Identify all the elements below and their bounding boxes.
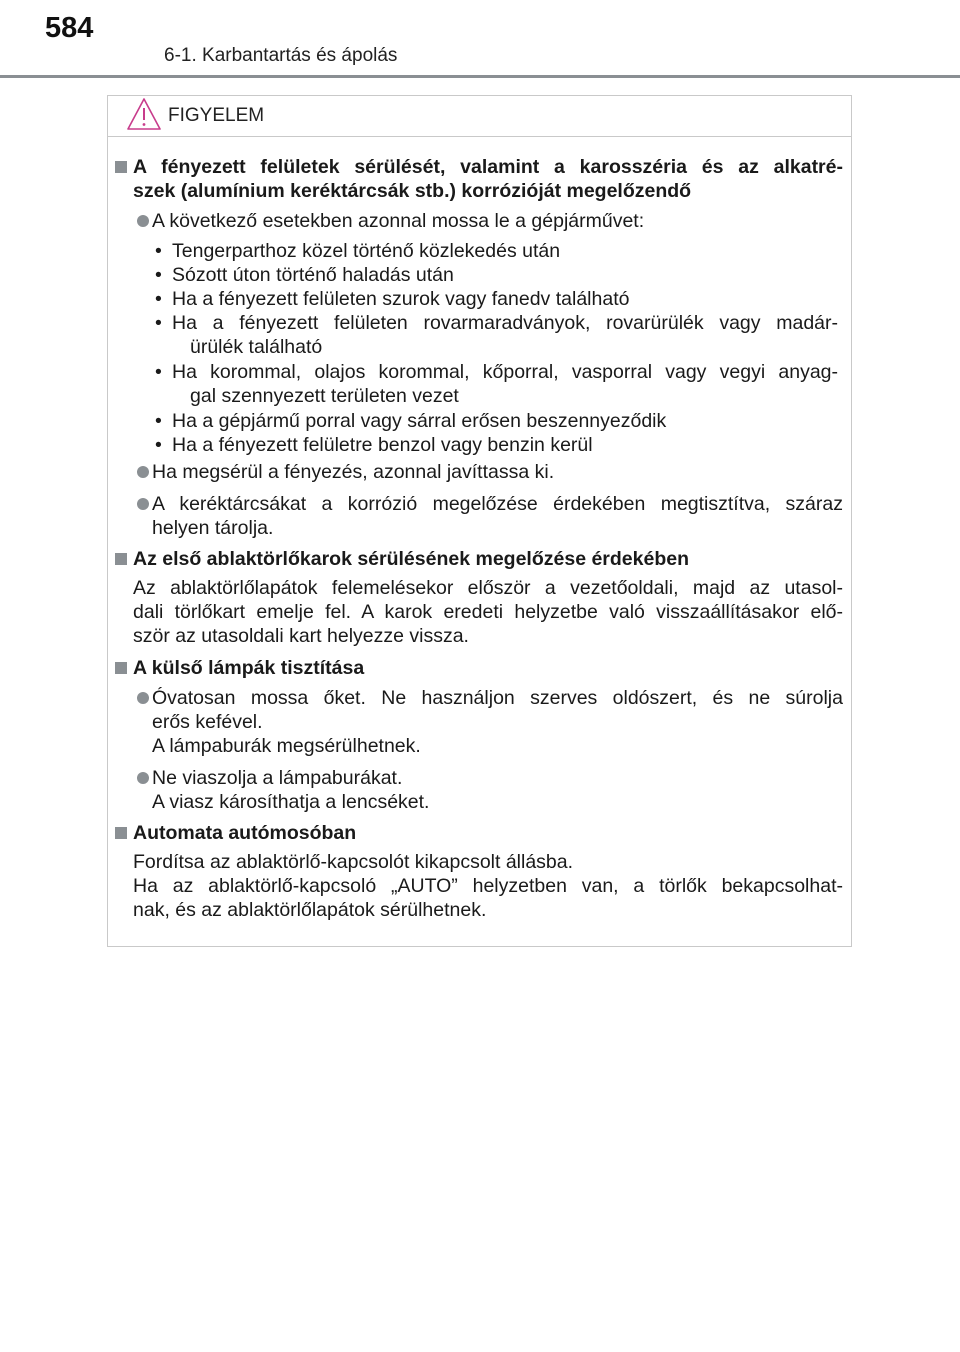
section-marker-square [115,161,127,173]
page-number: 584 [45,12,94,44]
sec4-line2: Ha az ablaktörlő-kapcsoló „AUTO” helyzetben van, a törlők bekapcsolhat- [133,875,843,897]
header-rule [0,75,960,78]
warning-title: FIGYELEM [168,105,265,126]
sec1-paragraph3-line2: helyen tárolja. [152,517,274,539]
warning-box [107,95,852,947]
sec3-paragraph2-line2: A viasz károsíthatja a lencséket. [152,791,430,813]
section-title: 6-1. Karbantartás és ápolás [164,45,398,66]
sec2-line3: ször az utasoldali kart helyezze vissza. [133,625,469,647]
sec1-paragraph1: A következő esetekben azonnal mossa le a gépjárművet: [152,210,645,232]
bullet-mark: • [155,410,162,432]
sec1-paragraph3-line1: A keréktárcsákat a korrózió megelőzése érdekében megtisztítva, száraz [152,493,843,515]
sec3-heading: A külső lámpák tisztítása [133,657,365,679]
sec1-bullet4-line1: Ha a fényezett felületen rovarmaradványok, rovarürülék vagy madár- [172,312,838,334]
sec4-heading: Automata autómosóban [133,822,357,844]
item-marker-dot [137,498,149,510]
sec3-paragraph1-line1: Óvatosan mossa őket. Ne használjon szerves oldószert, és ne súrolja [152,687,843,709]
sec1-bullet3: Ha a fényezett felületen szurok vagy fanedv található [172,288,630,310]
section-marker-square [115,827,127,839]
sec2-heading: Az első ablaktörlőkarok sérülésének megelőzése érdekében [133,548,690,570]
section-marker-square [115,553,127,565]
section-marker-square [115,662,127,674]
bullet-mark: • [155,312,162,334]
sec1-bullet7: Ha a fényezett felületre benzol vagy benzin kerül [172,434,593,456]
sec4-line1: Fordítsa az ablaktörlő-kapcsolót kikapcsolt állásba. [133,851,574,873]
bullet-mark: • [155,240,162,262]
sec3-paragraph1-line3: A lámpaburák megsérülhetnek. [152,735,421,757]
item-marker-dot [137,772,149,784]
sec1-heading-line1: A fényezett felületek sérülését, valamint a karosszéria és az alkatré- [133,156,843,178]
warning-header [108,96,851,137]
sec1-bullet2: Sózott úton történő haladás után [172,264,454,286]
item-marker-dot [137,466,149,478]
warning-triangle-icon [126,97,162,136]
sec2-line2: dali törlőkart emelje fel. A karok eredeti helyzetbe való visszaállításakor elő- [133,601,843,623]
sec1-heading-line2: szek (alumínium keréktárcsák stb.) korrózióját megelőzendő [133,180,692,202]
bullet-mark: • [155,361,162,383]
item-marker-dot [137,692,149,704]
sec1-bullet1: Tengerparthoz közel történő közlekedés után [172,240,561,262]
bullet-mark: • [155,288,162,310]
sec2-line1: Az ablaktörlőlapátok felemelésekor először a vezetőoldali, majd az utasol- [133,577,843,599]
sec4-line3: nak, és az ablaktörlőlapátok sérülhetnek. [133,899,487,921]
sec1-bullet5-line2: gal szennyezett területen vezet [190,385,459,407]
sec3-paragraph1-line2: erős kefével. [152,711,263,733]
bullet-mark: • [155,434,162,456]
bullet-mark: • [155,264,162,286]
sec1-bullet5-line1: Ha korommal, olajos korommal, kőporral, vasporral vagy vegyi anyag- [172,361,838,383]
sec1-paragraph2: Ha megsérül a fényezés, azonnal javíttassa ki. [152,461,555,483]
item-marker-dot [137,215,149,227]
sec1-bullet6: Ha a gépjármű porral vagy sárral erősen beszennyeződik [172,410,667,432]
sec3-paragraph2-line1: Ne viaszolja a lámpaburákat. [152,767,403,789]
sec1-bullet4-line2: ürülék található [190,336,323,358]
